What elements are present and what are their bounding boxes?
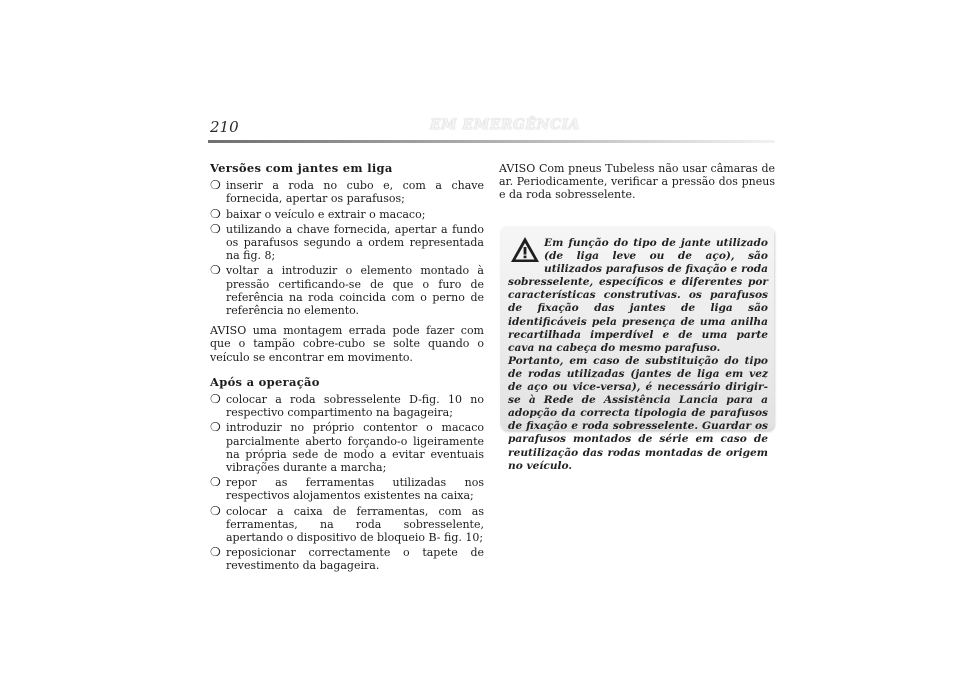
page-number: 210 <box>210 118 239 136</box>
list-item: ❍ voltar a introduzir o elemento montado à pressão certificando-se de que o furo de referência na roda coincida com o perno de referência no elemento. <box>210 263 484 318</box>
page-header <box>208 114 775 148</box>
list-item: ❍ reposicionar correctamente o tapete de revestimento da bagageira. <box>210 545 484 573</box>
tubeless-aviso-paragraph: AVISO Com pneus Tubeless não usar câmaras de ar. Periodicamente, verificar a pressão dos pneus e da roda sobresselente. <box>499 162 775 202</box>
note-paragraph-1: Em função do tipo de jante utilizado (de liga leve ou de aço), são utilizados parafusos de fixação e roda sobresselente, específicos e diferentes por características construtivas. os parafusos de fixação das jantes de liga são identificáveis pela presença de uma anilha recartilhada imperdível e de uma parte cava na cabeça do mesmo parafuso. <box>508 237 768 354</box>
bullet-icon: ❍ <box>210 545 221 560</box>
warning-paragraph: AVISO uma montagem errada pode fazer com que o tampão cobre-cubo se solte quando o veículo se encontrar em movimento. <box>210 324 484 364</box>
list-item: ❍ baixar o veículo e extrair o macaco; <box>210 206 426 221</box>
list-item: ❍ inserir a roda no cubo e, com a chave fornecida, apertar os parafusos; <box>210 178 484 206</box>
bullet-icon: ❍ <box>210 206 221 221</box>
bullet-icon: ❍ <box>210 420 221 435</box>
bullet-icon: ❍ <box>210 392 221 407</box>
section-title: EM EMERGÊNCIA <box>430 117 580 133</box>
list-item: ❍ repor as ferramentas utilizadas nos respectivos alojamentos existentes na caixa; <box>210 475 484 503</box>
left-column <box>210 162 484 580</box>
list-item: ❍ utilizando a chave fornecida, apertar a fundo os parafusos segundo a ordem representada na fig. 8; <box>210 221 484 263</box>
list-item: ❍ introduzir no próprio contentor o macaco parcialmente aberto forçando-o ligeiramente na própria sede de modo a evitar eventuais vibrações durante a marcha; <box>210 420 484 475</box>
bullet-icon: ❍ <box>210 503 221 518</box>
bullet-icon: ❍ <box>210 221 221 236</box>
note-paragraph-2: Portanto, em caso de substituição do tipo de rodas utilizadas (jantes de liga em vez de aço ou vice-versa), é necessário dirigir-se à Rede de Assistência Lancia para a adopção da correcta tipologia de parafusos de fixação e roda sobresselente. Guardar os parafusos montados de série em caso de reutilização das rodas montadas de origem no veículo. <box>508 354 768 472</box>
list-item: ❍ colocar a roda sobresselente D-fig. 10 no respectivo compartimento na bagageira; <box>210 392 484 420</box>
after-operation-list <box>210 393 484 573</box>
list-item: ❍ colocar a caixa de ferramentas, com as ferramentas, na roda sobresselente, apertando o dispositivo de bloqueio B- fig. 10; <box>210 503 484 545</box>
heading-after-operation: Após a operação <box>210 374 320 389</box>
header-rule <box>208 140 775 143</box>
heading-alloy-wheels: Versões com jantes em liga <box>210 161 393 175</box>
bullet-icon: ❍ <box>210 263 221 278</box>
alloy-steps-list <box>210 179 484 317</box>
bullet-icon: ❍ <box>210 178 221 193</box>
note-text <box>508 237 768 473</box>
warning-note-box <box>500 226 774 472</box>
right-column <box>499 162 775 214</box>
bullet-icon: ❍ <box>210 475 221 490</box>
